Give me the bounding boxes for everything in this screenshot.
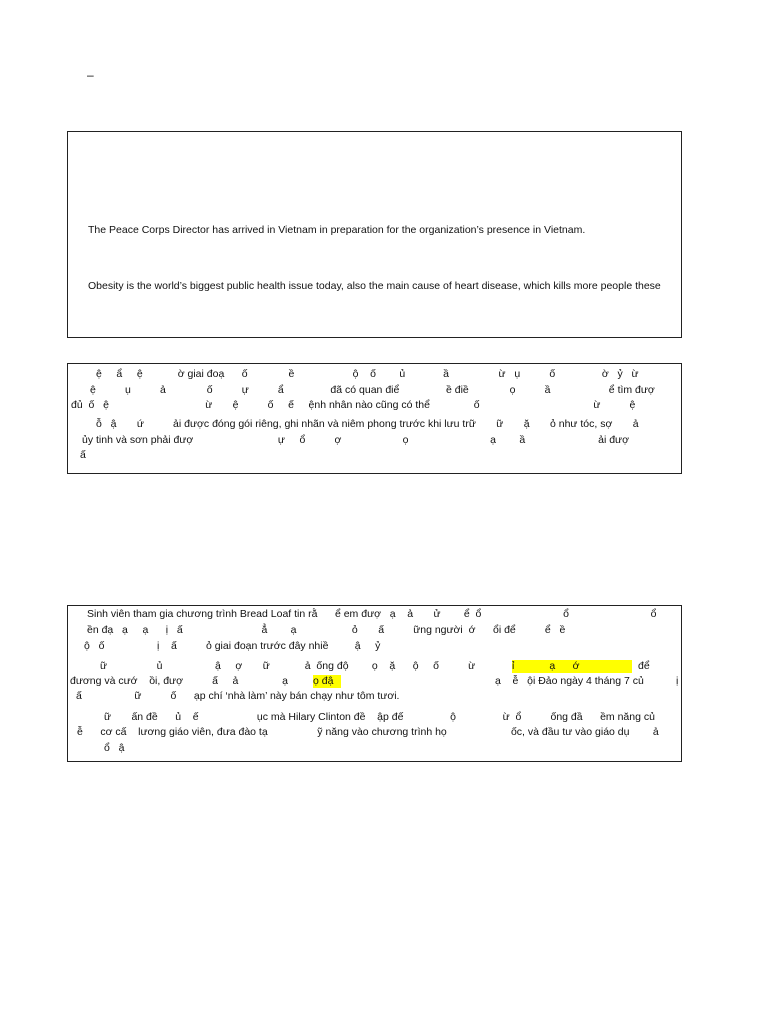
paragraph-line: ữ ủ ậ ợ ữ ả ống độ ọ ặ ộ ố ừ	[100, 660, 476, 672]
paragraph-line: ổ ậ	[104, 742, 125, 754]
paragraph-line: ấ ữ ố ạp chí ‘nhà làm’ này bán chạy như tôm tươi.	[76, 690, 400, 702]
paragraph-line: ỗ ậ ứ ải được đóng gói riêng, ghi nhãn và niêm phong trước khi lưu trữ ữ ặ ỏ như tóc, sợ ả	[96, 418, 639, 430]
paragraph-line: ủy tinh và sơn phải đượ ự ổ ợ ọ ạ ầ ải đượ	[82, 434, 629, 446]
top-mark: –	[87, 68, 94, 82]
vietnamese-paragraph-box-2	[67, 605, 682, 762]
paragraph-line: ệ ụ ả ố ự ẩ đã có quan điể ề điề ọ ầ ể tìm đượ	[90, 384, 655, 396]
paragraph-line: Sinh viên tham gia chương trình Bread Loaf tin rằ ể em đượ ạ ả ử ể ổ ổ ổ	[87, 608, 657, 620]
paragraph-line: ệ ẩ ệ ờ giai đoạ ố ề ộ ố ủ ầ ừ ụ ố ờ ỷ ừ	[96, 368, 639, 380]
paragraph-line: để	[638, 660, 650, 672]
paragraph-line: ền đạ ạ ạ ị ấ ẳ ạ ỏ ấ ững người ớ ổi để ể ề	[87, 624, 566, 636]
paragraph-line: ữ ấn đề ủ ế ục mà Hilary Clinton đề ập đế ộ ừ ổ ống đầ ềm năng củ	[104, 711, 655, 723]
highlighted-text: ọ đậ	[313, 675, 341, 688]
english-sentence-1: The Peace Corps Director has arrived in Vietnam in preparation for the organization’s presence in Vietnam.	[88, 224, 586, 236]
english-sentence-2: Obesity is the world’s biggest public health issue today, also the main cause of heart disease, which kills more people these	[88, 280, 661, 292]
paragraph-line: ễ cơ cấ lương giáo viên, đưa đào tạ ỹ năng vào chương trình họ ốc, và đầu tư vào giáo dụ ả	[77, 726, 659, 738]
english-text-box	[67, 131, 682, 338]
paragraph-line: ộ ố ị ấ ỏ giai đoạn trước đây nhiề ậ ỷ	[84, 640, 381, 652]
paragraph-line: ấ	[80, 449, 86, 461]
paragraph-line: ạ ễ ội Đảo ngày 4 tháng 7 củ ị	[495, 675, 679, 687]
paragraph-line: đủ ố ệ ừ ệ ố ế ệnh nhân nào cũng có thể ố ừ ệ	[71, 399, 636, 411]
paragraph-line: đương và cướ ồi, đượ ấ ả ạ	[70, 675, 288, 687]
highlighted-text: ỉ ạ ớ	[512, 660, 632, 673]
vietnamese-paragraph-box-1	[67, 363, 682, 474]
